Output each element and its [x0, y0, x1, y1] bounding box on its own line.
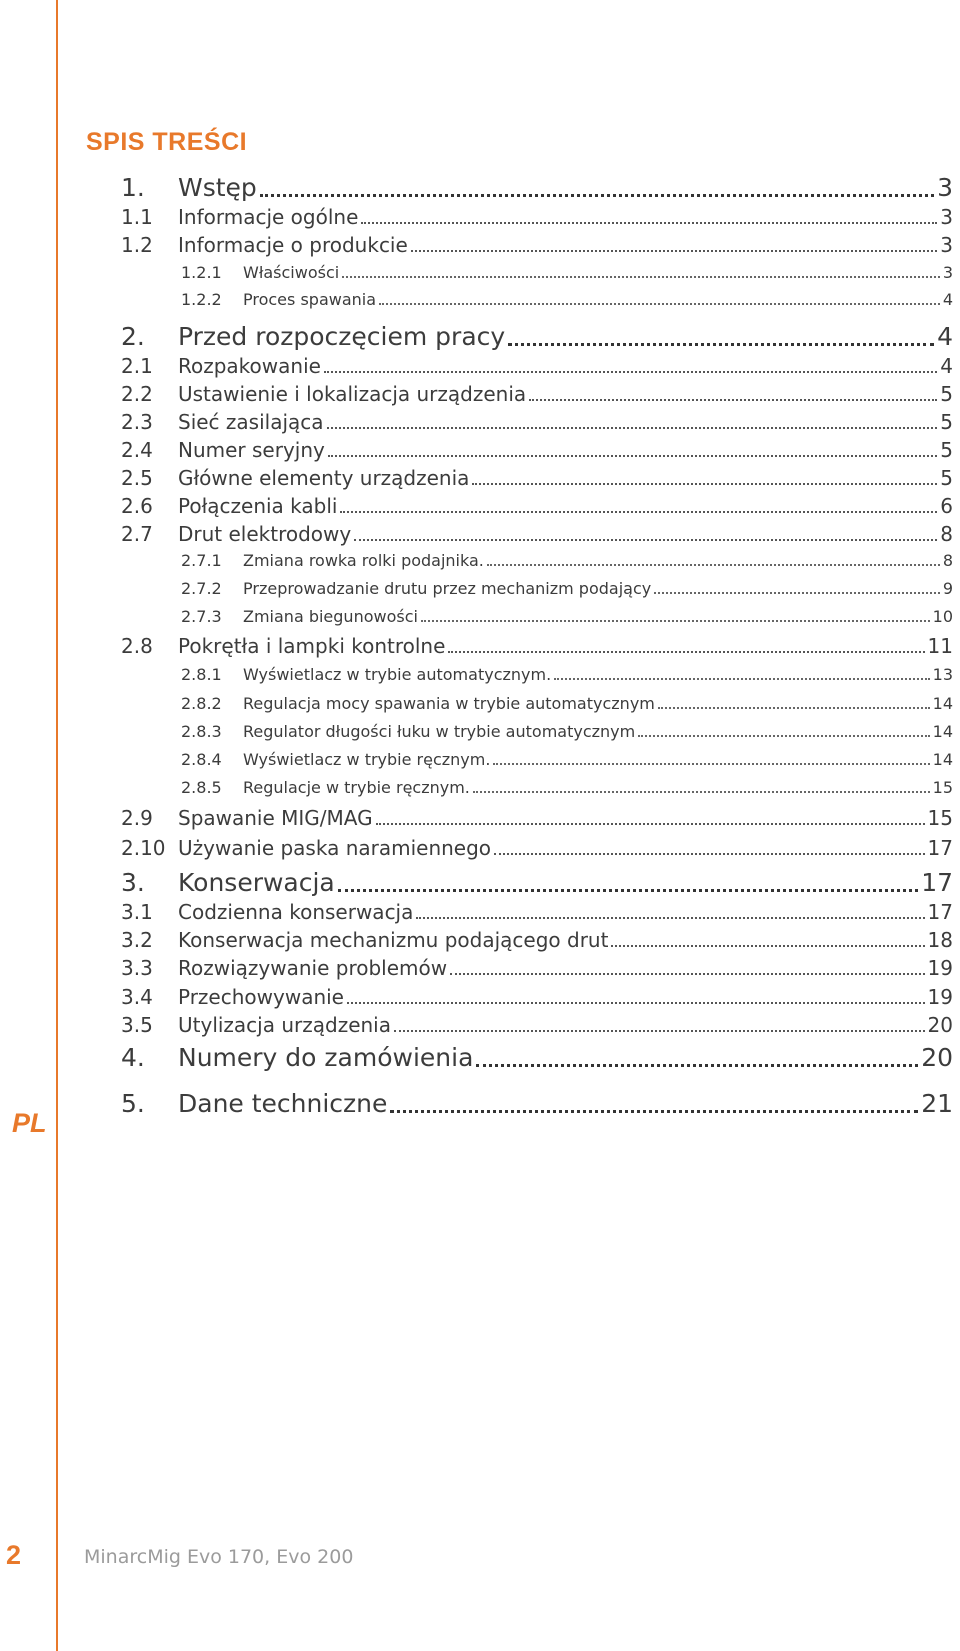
toc-entry-number: 2.8.3	[181, 722, 222, 741]
toc-entry-number: 2.6	[121, 494, 153, 518]
toc-entry-number: 2.7.3	[181, 607, 222, 626]
toc-leader-dots	[338, 889, 918, 892]
toc-entry[interactable]	[121, 900, 953, 924]
toc-entry[interactable]	[121, 634, 953, 658]
toc-entry-number: 4.	[121, 1043, 145, 1072]
toc-entry[interactable]	[121, 806, 953, 830]
toc-entry[interactable]	[181, 551, 953, 570]
toc-entry-label: Połączenia kabli	[178, 494, 338, 518]
toc-entry[interactable]	[121, 410, 953, 434]
toc-entry-page: 4	[937, 322, 953, 351]
toc-entry-label: Przeprowadzanie drutu przez mechanizm podający	[243, 579, 652, 598]
toc-entry-page: 6	[940, 494, 953, 518]
toc-leader-dots	[472, 483, 937, 485]
toc-entry-page: 8	[942, 551, 953, 570]
toc-entry-label: Proces spawania	[243, 290, 377, 309]
toc-entry[interactable]	[121, 868, 953, 897]
toc-entry[interactable]	[121, 354, 953, 378]
toc-leader-dots	[529, 399, 937, 401]
toc-leader-dots	[354, 539, 937, 541]
toc-entry[interactable]	[181, 750, 953, 769]
toc-entry-page: 5	[940, 438, 953, 462]
toc-leader-dots	[327, 427, 938, 429]
toc-leader-dots	[654, 592, 940, 594]
toc-entry[interactable]	[121, 1089, 953, 1118]
toc-leader-dots	[476, 1064, 918, 1067]
toc-leader-dots	[394, 1030, 925, 1032]
toc-entry-label: Wstęp	[178, 173, 257, 202]
toc-entry-label: Przechowywanie	[178, 985, 344, 1009]
toc-entry-number: 3.	[121, 868, 145, 897]
toc-entry-label: Rozwiązywanie problemów	[178, 956, 448, 980]
toc-entry-number: 2.8.5	[181, 778, 222, 797]
toc-entry-page: 11	[927, 634, 953, 658]
toc-leader-dots	[390, 1110, 918, 1113]
toc-leader-dots	[658, 707, 930, 709]
toc-entry-label: Regulator długości łuku w trybie automatycznym	[243, 722, 636, 741]
toc-entry-label: Pokrętła i lampki kontrolne	[178, 634, 446, 658]
toc-title: SPIS TREŚCI	[86, 128, 248, 156]
toc-entry-number: 2.8.4	[181, 750, 222, 769]
toc-entry[interactable]	[181, 579, 953, 598]
toc-entry-page: 4	[942, 290, 953, 309]
toc-entry-label: Wyświetlacz w trybie ręcznym.	[243, 750, 491, 769]
toc-entry-page: 14	[932, 750, 953, 769]
toc-entry-page: 15	[927, 806, 953, 830]
toc-entry-number: 3.3	[121, 956, 153, 980]
toc-entry-page: 18	[927, 928, 953, 952]
toc-entry-label: Rozpakowanie	[178, 354, 321, 378]
toc-entry-label: Informacje o produkcie	[178, 233, 408, 257]
toc-entry-number: 2.9	[121, 806, 153, 830]
toc-entry-number: 1.2.1	[181, 263, 222, 282]
toc-entry-number: 1.1	[121, 205, 153, 229]
page-number: 2	[6, 1540, 22, 1570]
toc-entry[interactable]	[121, 438, 953, 462]
toc-leader-dots	[487, 564, 940, 566]
toc-leader-dots	[421, 620, 930, 622]
toc-entry-label: Używanie paska naramiennego	[178, 836, 492, 860]
toc-entry-page: 5	[940, 466, 953, 490]
toc-entry[interactable]	[121, 985, 953, 1009]
toc-entry-label: Zmiana biegunowości	[243, 607, 418, 626]
toc-entry-page: 3	[940, 205, 953, 229]
toc-entry[interactable]	[121, 322, 953, 351]
toc-entry-label: Spawanie MIG/MAG	[178, 806, 373, 830]
toc-entry-page: 20	[921, 1043, 953, 1072]
toc-entry-page: 14	[932, 694, 953, 713]
toc-entry[interactable]	[181, 778, 953, 797]
toc-entry-page: 5	[940, 410, 953, 434]
toc-leader-dots	[328, 455, 937, 457]
toc-entry-page: 17	[921, 868, 953, 897]
toc-leader-dots	[342, 276, 940, 278]
toc-leader-dots	[450, 973, 924, 975]
toc-entry-label: Utylizacja urządzenia	[178, 1013, 391, 1037]
toc-entry[interactable]	[121, 836, 953, 860]
toc-entry-label: Numer seryjny	[178, 438, 325, 462]
toc-entry-number: 2.8.2	[181, 694, 222, 713]
toc-entry-page: 3	[937, 173, 953, 202]
toc-leader-dots	[411, 250, 937, 252]
toc-entry-number: 3.1	[121, 900, 153, 924]
toc-entry-label: Informacje ogólne	[178, 205, 359, 229]
toc-entry-page: 17	[927, 900, 953, 924]
toc-entry-number: 3.2	[121, 928, 153, 952]
toc-leader-dots	[508, 343, 934, 346]
toc-entry-number: 3.5	[121, 1013, 153, 1037]
toc-entry-number: 2.	[121, 322, 145, 351]
toc-entry-number: 2.3	[121, 410, 153, 434]
toc-entry-number: 2.5	[121, 466, 153, 490]
toc-entry-label: Wyświetlacz w trybie automatycznym.	[243, 665, 552, 684]
toc-entry-label: Sieć zasilająca	[178, 410, 324, 434]
toc-entry-label: Przed rozpoczęciem pracy	[178, 322, 506, 351]
toc-entry-page: 10	[932, 607, 953, 626]
toc-entry[interactable]	[121, 382, 953, 406]
toc-entry[interactable]	[121, 233, 953, 257]
toc-entry[interactable]	[121, 956, 953, 980]
toc-leader-dots	[416, 917, 924, 919]
toc-entry-number: 1.	[121, 173, 145, 202]
toc-leader-dots	[473, 791, 930, 793]
toc-entry-page: 3	[940, 233, 953, 257]
toc-entry[interactable]	[181, 263, 953, 282]
toc-leader-dots	[340, 511, 937, 513]
margin-rule	[56, 0, 58, 1651]
toc-entry-number: 5.	[121, 1089, 145, 1118]
toc-entry[interactable]	[181, 694, 953, 713]
toc-leader-dots	[260, 194, 934, 197]
toc-entry[interactable]	[121, 173, 953, 202]
toc-entry[interactable]	[121, 1043, 953, 1072]
toc-entry[interactable]	[121, 928, 953, 952]
toc-leader-dots	[347, 1002, 925, 1004]
language-tab: PL	[12, 1108, 47, 1138]
toc-entry-label: Konserwacja	[178, 868, 335, 897]
toc-entry-label: Regulacja mocy spawania w trybie automatycznym	[243, 694, 655, 713]
footer-product-title: MinarcMig Evo 170, Evo 200	[84, 1546, 354, 1568]
toc-entry-page: 19	[927, 985, 953, 1009]
toc-entry-number: 2.1	[121, 354, 153, 378]
toc-leader-dots	[638, 735, 929, 737]
toc-entry-page: 3	[942, 263, 953, 282]
toc-entry[interactable]	[121, 205, 953, 229]
toc-entry-number: 2.7.2	[181, 579, 222, 598]
toc-entry-page: 4	[940, 354, 953, 378]
toc-entry-label: Dane techniczne	[178, 1089, 388, 1118]
toc-entry-page: 19	[927, 956, 953, 980]
toc-leader-dots	[324, 371, 937, 373]
toc-entry-label: Konserwacja mechanizmu podającego drut	[178, 928, 609, 952]
toc-entry-number: 2.8.1	[181, 665, 222, 684]
toc-entry[interactable]	[121, 1013, 953, 1037]
toc-entry[interactable]	[121, 522, 953, 546]
toc-entry-label: Codzienna konserwacja	[178, 900, 414, 924]
toc-entry-page: 9	[942, 579, 953, 598]
toc-entry-label: Właściwości	[243, 263, 340, 282]
toc-entry-page: 5	[940, 382, 953, 406]
toc-entry-number: 3.4	[121, 985, 153, 1009]
toc-entry-label: Ustawienie i lokalizacja urządzenia	[178, 382, 527, 406]
toc-entry[interactable]	[121, 494, 953, 518]
toc-entry-label: Zmiana rowka rolki podajnika.	[243, 551, 484, 570]
toc-leader-dots	[361, 222, 937, 224]
toc-entry-number: 1.2	[121, 233, 153, 257]
toc-entry-label: Regulacje w trybie ręcznym.	[243, 778, 470, 797]
toc-leader-dots	[376, 823, 925, 825]
toc-entry[interactable]	[121, 466, 953, 490]
toc-entry[interactable]	[181, 722, 953, 741]
toc-entry-page: 13	[932, 665, 953, 684]
toc-leader-dots	[494, 853, 925, 855]
toc-entry-page: 14	[932, 722, 953, 741]
toc-entry-number: 2.2	[121, 382, 153, 406]
toc-entry[interactable]	[181, 607, 953, 626]
toc-entry-page: 17	[927, 836, 953, 860]
toc-entry-number: 2.4	[121, 438, 153, 462]
toc-entry-number: 1.2.2	[181, 290, 222, 309]
toc-entry-label: Drut elektrodowy	[178, 522, 352, 546]
toc-entry-page: 20	[927, 1013, 953, 1037]
toc-entry[interactable]	[181, 665, 953, 684]
toc-leader-dots	[448, 651, 924, 653]
toc-leader-dots	[493, 763, 929, 765]
toc-leader-dots	[379, 303, 940, 305]
toc-leader-dots	[554, 678, 929, 680]
toc-entry-page: 8	[940, 522, 953, 546]
toc-entry-number: 2.8	[121, 634, 153, 658]
toc-leader-dots	[611, 945, 924, 947]
toc-entry-label: Numery do zamówienia	[178, 1043, 474, 1072]
toc-entry-number: 2.7	[121, 522, 153, 546]
toc-entry-label: Główne elementy urządzenia	[178, 466, 470, 490]
toc-entry-number: 2.7.1	[181, 551, 222, 570]
toc-entry[interactable]	[181, 290, 953, 309]
toc-entry-number: 2.10	[121, 836, 166, 860]
toc-entry-page: 15	[932, 778, 953, 797]
toc-entry-page: 21	[921, 1089, 953, 1118]
